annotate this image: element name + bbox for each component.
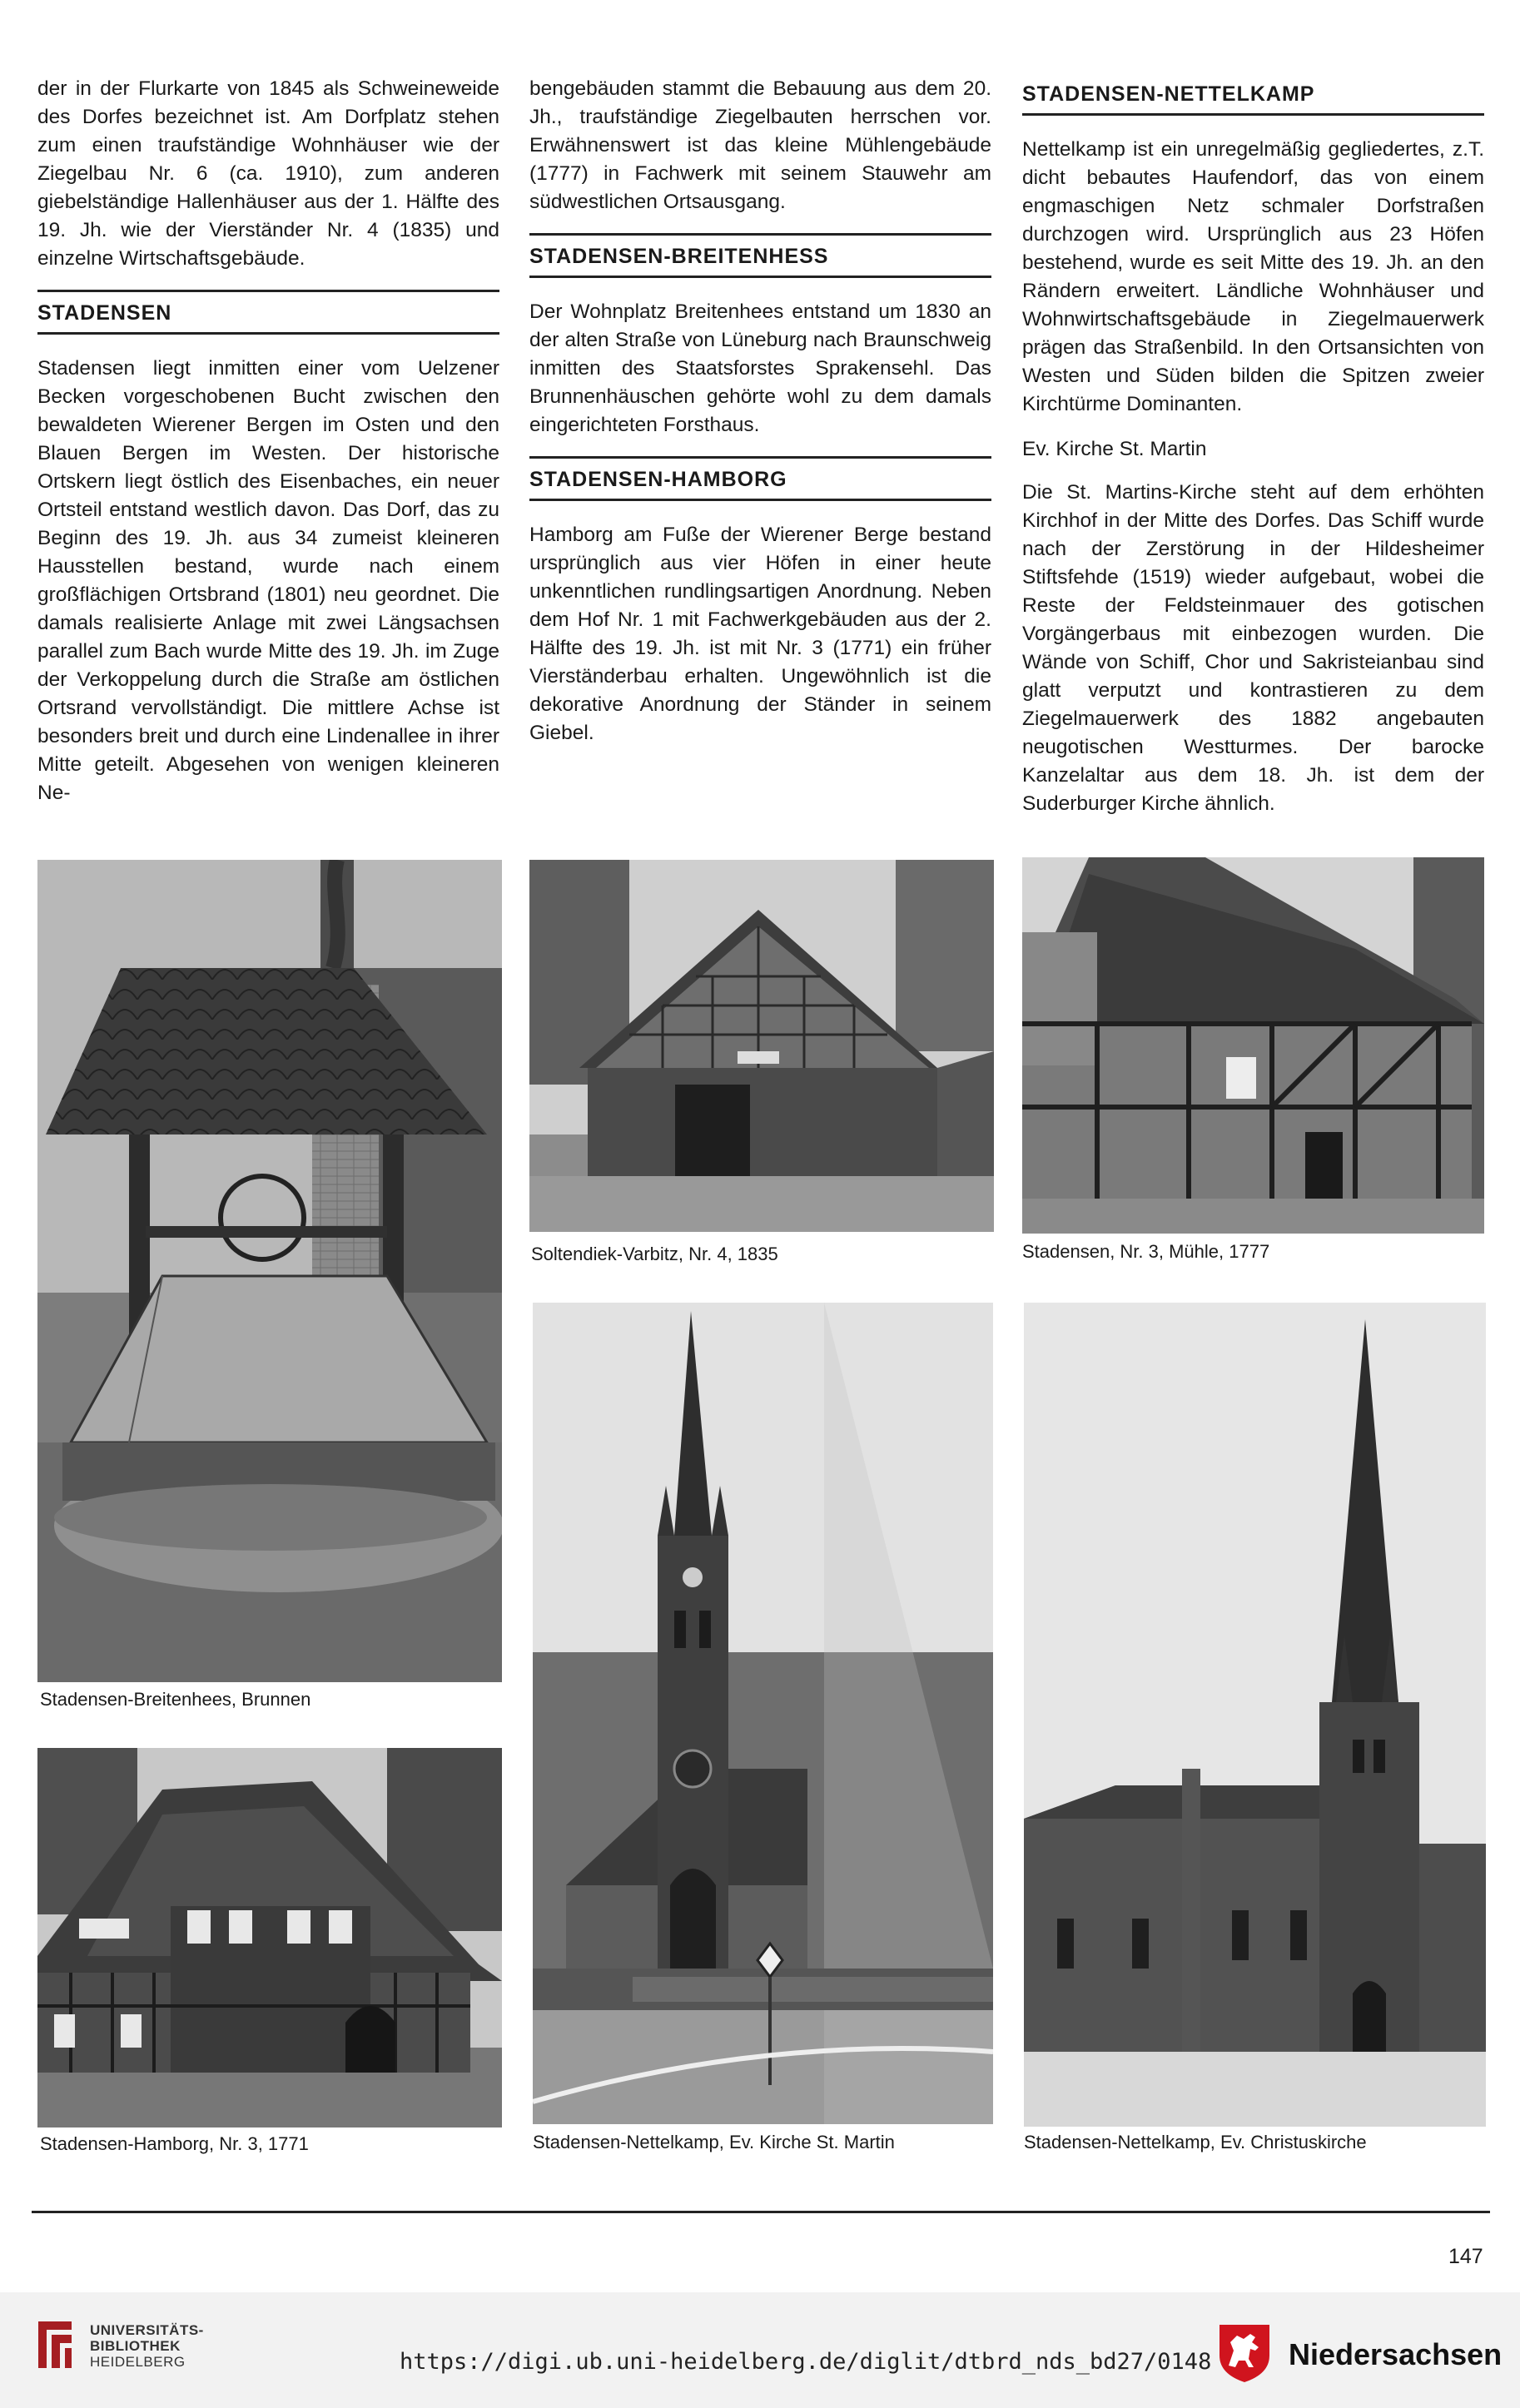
bottom-rule xyxy=(32,2211,1490,2213)
library-line-1: UNIVERSITÄTS- xyxy=(90,2322,204,2338)
section-heading-breitenhess: STADENSEN-BREITENHESS xyxy=(529,233,991,278)
photo-muehle xyxy=(1022,857,1484,1234)
ub-heidelberg-logo-icon xyxy=(32,2318,78,2371)
hamborg-paragraph: Hamborg am Fuße der Wierener Berge bestand ursprünglich aus vier Höfen in einer heute unkenntlichen rundlingsartigen Anordnung. Neben dem Hof Nr. 1 mit Fachwerkgebäuden aus der 2. Hälfte des 19. Jh. ist mit Nr. 3 (1771) ein früher Vierständerbau erhalten. Ungewöhnlich ist die dekorative Anordnung der Ständer in seinem Giebel. xyxy=(529,524,991,744)
middle-intro-paragraph: bengebäuden stammt die Bebauung aus dem 20. Jh., traufständige Ziegelbauten herrschen vor. Erwähnenswert ist das kleine Mühlengebäude (1777) in Fachwerk mit seinem Stauwehr am südwestlichen Ortsausgang. xyxy=(529,77,991,213)
breitenhess-paragraph: Der Wohnplatz Breitenhees entstand um 1830 an der alten Straße von Lüneburg nach Braunschweig inmitten des Staatsforstes Sprakensehl. Das Brunnenhäuschen gehörte wohl zu dem damals eingerichteten Forsthaus. xyxy=(529,300,991,436)
photo-soltendiek xyxy=(529,860,994,1232)
section-heading-stadensen: STADENSEN xyxy=(37,290,499,335)
photo-hamborg xyxy=(37,1748,502,2127)
section-heading-nettelkamp: STADENSEN-NETTELKAMP xyxy=(1022,73,1484,116)
niedersachsen-horse-icon xyxy=(1217,2322,1272,2384)
st-martin-paragraph: Die St. Martins-Kirche steht auf dem erhöhten Kirchhof in der Mitte des Dorfes. Das Schiff wurde nach der Zerstörung in der Hildesheimer Stiftsfehde (1519) wieder aufgebaut, wobei die Reste der Feldsteinmauer des gotischen Vorgängerbaus mit einbezogen wurden. Die Wände von Schiff, Chor und Sakristeianbau sind glatt verputzt und kontrastieren zu dem Ziegelmauerwerk des 1882 angebauten neugotischen Westturmes. Der barocke Kanzelaltar aus dem 18. Jh. ist dem der Suderburger Kirche ähnlich. xyxy=(1022,481,1484,815)
left-intro-paragraph: der in der Flurkarte von 1845 als Schweineweide des Dorfes bezeichnet ist. Am Dorfplatz stehen zum einen traufständige Wohnhäuser wie der Ziegelbau Nr. 6 (ca. 1910), zum anderen giebelständige Hallenhäuser aus der 1. Hälfte des 19. Jh. wie der Vierständer Nr. 4 (1835) und einzelne Wirtschaftsgebäude. xyxy=(37,77,499,270)
right-column xyxy=(1022,73,1484,835)
library-name xyxy=(90,2322,204,2370)
photo-st-martin xyxy=(533,1303,993,2124)
subheading-st-martin: Ev. Kirche St. Martin xyxy=(1022,438,1207,460)
left-column xyxy=(37,75,499,824)
library-line-3: HEIDELBERG xyxy=(90,2354,186,2370)
digital-url-link[interactable]: https://digi.ub.uni-heidelberg.de/diglit/dtbrd_nds_bd27/0148 xyxy=(400,2349,1212,2375)
photo-brunnen xyxy=(37,860,502,1682)
photo-christuskirche xyxy=(1024,1303,1486,2127)
nettelkamp-paragraph: Nettelkamp ist ein unregelmäßig gegliedertes, z.T. dicht bebautes Haufendorf, das von einem engmaschigen Netz schmaler Dorfstraßen durchzogen wird. Ursprünglich aus 23 Höfen bestehend, wurde es seit Mitte des 19. Jh. an den Rändern erweitert. Ländliche Wohnhäuser und Wohnwirtschaftsgebäude in Ziegelmauerwerk prägen das Straßenbild. In den Ortsansichten von Westen und Süden bilden die Spitzen zweier Kirchtürme Dominanten. xyxy=(1022,138,1484,415)
stadensen-paragraph: Stadensen liegt inmitten einer vom Uelzener Becken vorgeschobenen Bucht zwischen den bewaldeten Wierener Bergen im Osten und den Blauen Bergen im Westen. Der historische Ortskern liegt östlich des Eisenbaches, ein neuer Ortsteil entstand westlich davon. Das Dorf, das zu Beginn des 19. Jh. aus 34 zumeist kleineren Hausstellen bestand, wurde nach einem großflächigen Ortsbrand (1801) neu geordnet. Die damals realisierte Anlage mit zwei Längsachsen parallel zum Bach wurde Mitte des 19. Jh. im Zuge der Verkoppelung durch die Straße am östlichen Ortsrand vervollständigt. Die mittlere Achse ist besonders breit und durch eine Lindenallee in ihrer Mitte geteilt. Abgesehen von wenigen kleineren Ne- xyxy=(37,357,499,804)
niedersachsen-label: Niedersachsen xyxy=(1289,2337,1503,2371)
page-number: 147 xyxy=(1448,2245,1483,2268)
middle-column xyxy=(529,75,991,764)
caption-st-martin: Stadensen-Nettelkamp, Ev. Kirche St. Martin xyxy=(533,2132,895,2152)
library-line-2: BIBLIOTHEK xyxy=(90,2338,181,2354)
caption-muehle: Stadensen, Nr. 3, Mühle, 1777 xyxy=(1022,1241,1270,1262)
caption-christuskirche: Stadensen-Nettelkamp, Ev. Christuskirche xyxy=(1024,2132,1367,2152)
caption-brunnen: Stadensen-Breitenhees, Brunnen xyxy=(40,1689,311,1710)
caption-hamborg: Stadensen-Hamborg, Nr. 3, 1771 xyxy=(40,2133,309,2154)
caption-soltendiek: Soltendiek-Varbitz, Nr. 4, 1835 xyxy=(531,1244,778,1264)
section-heading-hamborg: STADENSEN-HAMBORG xyxy=(529,456,991,501)
